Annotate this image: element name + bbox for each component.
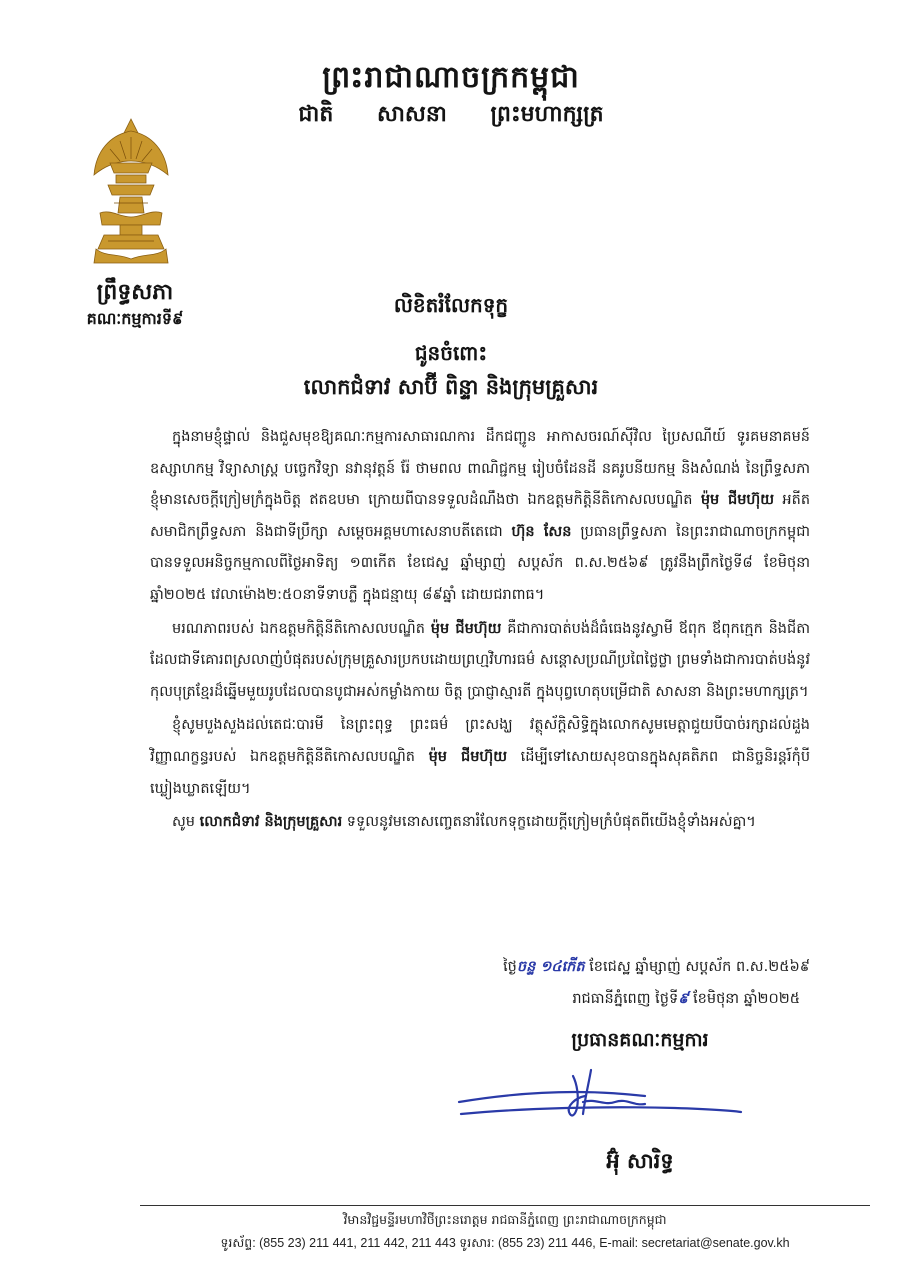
signer-name: អ៊ុំ សារិទ្ធ [606, 1149, 674, 1173]
p3-deceased-name: ម៉ុម ជីមហ៊ុយ [428, 748, 508, 765]
p2-text-c: គឺជាការបាត់បង់ដ៏ធំធេងនូវស្វាមី ឪពុក ឪពុកក្មេក និងជីតា ដែលជាទីគោរពស្រលាញ់បំផុតរបស់ក្រុមគ្រួសារប្រកបដោយព្រហ្មវិហារធម៌ សន្តោសប្រណីប្រពៃថ្លៃថ្លា ព្រមទាំងជាការបាត់បង់នូវកុលបុត្រខ្មែរដ៏ឆ្នើមមួយរូបដែលបានបូជាអស់កម្លាំងកាយ ចិត្ត ប្រាជ្ញាស្មារតី ក្នុងបុព្វហេតុបម្រើជាតិ សាសនា និងព្រះមហាក្សត្រ។ [150, 620, 810, 700]
p3-text-c: ដើម្បីទៅសោយសុខបានក្នុងសុគតិភព ជានិច្ចនិរន្តរ៍កុំបីឃ្លៀងឃ្លាតឡើយ។ [150, 748, 811, 797]
p1-deceased-name: ម៉ុម ជីមហ៊ុយ [700, 492, 775, 509]
p1-text-d: ប្រធានព្រឹទ្ធសភា នៃព្រះរាជាណាចក្រកម្ពុជា បានទទួលអនិច្ចកម្មកាលពីថ្ងៃអាទិត្យ ១៣កើត ខែជេស្ឋ ឆ្នាំម្សាញ់ សប្តស័ក ព.ស.២៥៦៩ ត្រូវនឹងព្រឹកថ្ងៃទី៨ ខែមិថុនា ឆ្នាំ២០២៥ វេលាម៉ោង២:៥០នាទីទាបភ្លឺ ក្នុងជន្មាយុ ៨៩ឆ្នាំ ដោយជរាពាធ។ [150, 523, 811, 603]
p4-recipient-name: លោកជំទាវ និងក្រុមគ្រួសារ [199, 814, 343, 831]
recipient-name: លោកជំទាវ សាប៊ី ពិន្ទា និងក្រុមគ្រួសារ [303, 375, 599, 399]
lunar-date-rest: ខែជេស្ឋ ឆ្នាំម្សាញ់ សប្តស័ក ព.ស.២៥៦៩ [589, 959, 810, 975]
paragraph-2 [150, 614, 810, 709]
commission-name: គណៈកម្មការទី៩ [86, 309, 184, 328]
motto-nation: ជាតិ [298, 102, 334, 127]
addressed-to-label: ជូនចំពោះ [414, 341, 488, 365]
paragraph-3 [150, 710, 810, 805]
day-handwritten: ៩ [678, 991, 689, 1007]
lunar-date-handwritten: ចន្ទ ១៤កើត [516, 959, 585, 975]
lunar-date-line [390, 958, 810, 979]
motto-king: ព្រះមហាក្សត្រ [490, 102, 604, 127]
p2-deceased-name: ម៉ុម ជីមហ៊ុយ [430, 620, 502, 637]
senate-emblem-icon [90, 117, 172, 267]
p2-text-a: មរណភាពរបស់ ឯកឧត្តមកិត្តិនីតិកោសលបណ្ឌិត [172, 620, 425, 637]
p1-text-a: ក្នុងនាមខ្ញុំផ្ទាល់ និងជួសមុខឱ្យគណៈកម្មការសាធារណការ ដឹកជញ្ជូន អាកាសចរណ៍ស៊ីវិល ប្រៃសណីយ៍ ទូរគមនាគមន៍ ឧស្សាហកម្ម វិទ្យាសាស្ត្រ បច្ចេកវិទ្យា នវានុវត្តន៍ រ៉ែ ថាមពល ពាណិជ្ជកម្ម រៀបចំដែនដី នគរូបនីយកម្ម និងសំណង់ នៃព្រឹទ្ធសភា ខ្ញុំមានសេចក្តីក្រៀមក្រំក្នុងចិត្ត ឥតឧបមា ក្រោយពីបានទទួលដំណឹងថា ឯកឧត្តមកិត្តិនីតិកោសលបណ្ឌិត [150, 429, 810, 509]
p1-text-c: អតីតសមាជិកព្រឹទ្ធសភា និងជាទីប្រឹក្សា សម្តេចអគ្គមហាសេនាបតីតេជោ [150, 492, 811, 540]
p3-text-a: ខ្ញុំសូមបួងសួងដល់តេជៈបារមី នៃព្រះពុទ្ធ ព្រះធម៌ ព្រះសង្ឃ វត្ថុស័ក្តិសិទ្ធិក្នុងលោកសូមមេត្តាជួយបីបាច់រក្សាដល់ដួងវិញ្ញាណក្ខន្ធរបស់ ឯកឧត្តមកិត្តិនីតិកោសលបណ្ឌិត [150, 717, 810, 765]
paragraph-1 [150, 422, 810, 612]
footer-address: វិមានវិជ្ជមន្ទីរមហាវិថីព្រះនរោត្តម រាជធានីភ្នំពេញ ព្រះរាជាណាចក្រកម្ពុជា [343, 1212, 667, 1227]
place-date-prefix: រាជធានីភ្នំពេញ ថ្ងៃទី [572, 991, 679, 1007]
p4-text-a: សូម [172, 814, 196, 831]
solar-date-line [390, 990, 800, 1011]
letter-body [150, 422, 810, 841]
p1-president-name: ហ៊ុន សែន [511, 523, 572, 540]
handwritten-signature-icon [455, 1062, 745, 1132]
signer-title: ប្រធានគណៈកម្មការ [571, 1029, 709, 1051]
paragraph-4 [150, 807, 810, 839]
p4-text-c: ទទួលនូវមនោសញ្ចេតនារំលែកទុក្ខដោយក្តីក្រៀមក្រំបំផុតពីយើងខ្ញុំទាំងអស់គ្នា។ [346, 814, 756, 831]
lunar-date-prefix: ថ្ងៃ [503, 959, 517, 975]
solar-date-rest: ខែមិថុនា ឆ្នាំ២០២៥ [693, 991, 800, 1007]
document-title: លិខិតរំលែកទុក្ខ [393, 293, 509, 317]
senate-name: ព្រឹទ្ធសភា [96, 280, 174, 305]
footer-contact: ទូរស័ព្ទ: (855 23) 211 441, 211 442, 211 443 ទូរសារ: (855 23) 211 446, E-mail: secretariat@senate.gov.kh [220, 1236, 790, 1250]
motto-religion: សាសនា [376, 102, 447, 127]
footer-divider [140, 1205, 870, 1206]
kingdom-heading: ព្រះរាជាណាចក្រកម្ពុជា [322, 60, 580, 95]
